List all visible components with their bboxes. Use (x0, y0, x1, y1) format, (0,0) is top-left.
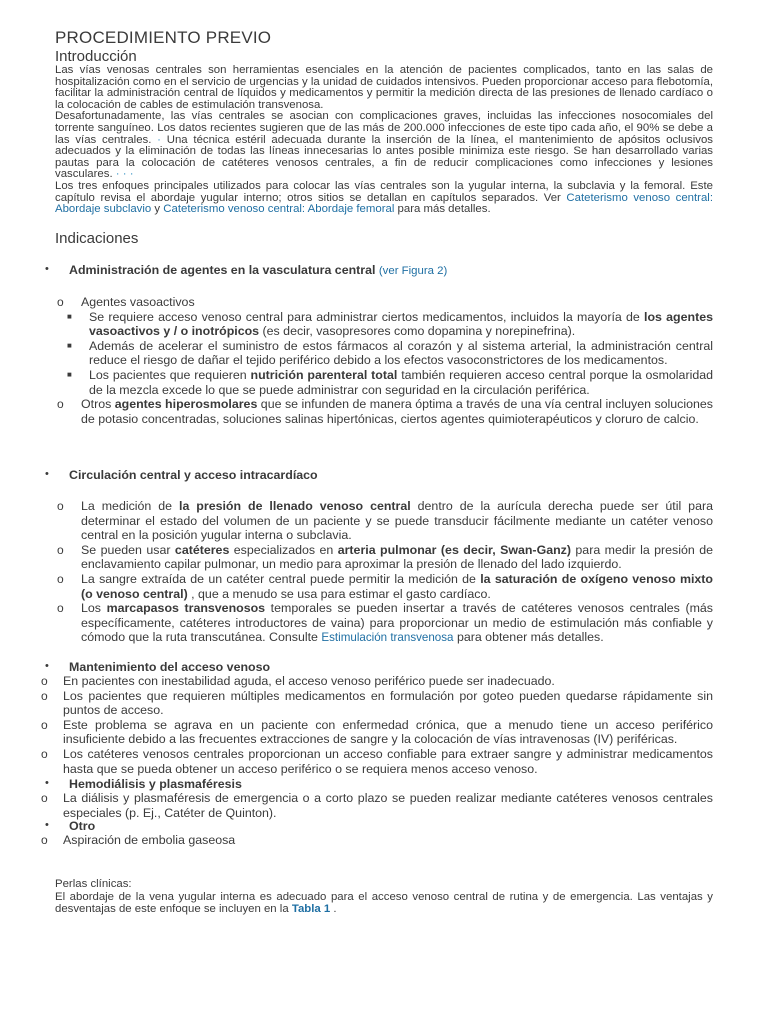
intro-p3-text: Los tres enfoques principales utilizados para colocar las vías centrales son la yugular interna, la subclavia y la femoral. Este capítulo revisa el abordaje yugular interno; otros sitios se detallan en capítulos separados. Ver (55, 179, 713, 204)
list-item-text: también requieren acceso central porque la osmolaridad de la mezcla excede lo que se puede administrar con seguridad en la circulación periférica. (89, 367, 713, 397)
list-item-text: especializados en (229, 542, 338, 557)
circle-bullet: o (57, 601, 64, 616)
list-item (57, 295, 713, 310)
link-table-1[interactable]: Tabla 1 (291, 903, 331, 916)
list-item-text: Los pacientes que requieren múltiples medicamentos en formulación por goteo pueden quedarse rápidamente sin puntos de acceso. (63, 688, 713, 718)
reference-marker[interactable]: · (151, 133, 167, 146)
venous-access-section (41, 674, 713, 776)
list-item-bold: nutrición parenteral total (250, 367, 398, 382)
link-transvenous-pacing[interactable]: Estimulación transvenosa (321, 631, 454, 645)
other-section (41, 833, 713, 848)
square-bullet: ■ (67, 340, 72, 350)
circle-bullet: o (41, 791, 48, 805)
list-item-text: La diálisis y plasmaféresis de emergencia o a corto plazo se pueden realizar mediante catéteres venosos centrales especiales (p. Ej., Catéter de Quinton). (63, 791, 713, 820)
intro-body (55, 65, 713, 216)
bullet-dot: • (45, 263, 49, 275)
circle-bullet: o (57, 295, 64, 309)
list-item-bold: agentes hiperosmolares (114, 397, 258, 412)
list-item-text: Los (81, 601, 107, 616)
indication-bullet-central-circulation (45, 468, 318, 482)
reference-marker[interactable]: · · · (112, 168, 134, 181)
bullet-dot: • (45, 468, 49, 480)
bullet-dot: • (45, 660, 49, 672)
list-item-text: , que a menudo se usa para estimar el gasto cardíaco. (187, 586, 491, 601)
list-item-text: Se requiere acceso venoso central para administrar ciertos medicamentos, incluidos la mayoría de (89, 309, 645, 324)
intro-paragraph-1: Las vías venosas centrales son herramientas esenciales en la atención de pacientes complicados, tanto en las salas de hospitalización como en el servicio de urgencias y la unidad de cuidados intensivos. Pueden proporcionar acceso para flebotomía, facilitar la administración central de líquidos y medicamentos y permitir la medición directa de las presiones de llenado cardíaco o la colocación de cables de estimulación transvenosa. (55, 64, 713, 111)
square-bullet: ■ (67, 311, 72, 321)
pearls-text (55, 891, 713, 916)
list-item-text: temporales se pueden insertar a través de catéteres venosos centrales (más específicamente, catéteres introductores de vaina) para proporcionar un medio de estimulación más confiable y cómodo que la ruta transcutánea. Consulte (81, 601, 713, 645)
list-item-text: para medir la presión de enclavamiento capilar pulmonar, un medio para aproximar la presión de llenado del lado izquierdo. (81, 542, 714, 572)
bullet-label: Otro (69, 819, 96, 833)
list-item-bold: la saturación de oxígeno venoso mixto (o venoso central) (81, 571, 714, 601)
list-item (41, 791, 713, 820)
list-item (41, 746, 713, 776)
intro-p2-text: Desafortunadamente, las vías centrales se asocian con complicaciones graves, incluidas las infecciones nosocomiales del torrente sanguíneo. Los datos recientes sugieren que de las más de 200.000 infecciones de este tipo cada año, el 90% se debe a las vías centrales. (55, 110, 713, 146)
list-item (41, 833, 713, 848)
indication-bullet-central-agents (45, 263, 448, 277)
link-femoral-approach[interactable]: Cateterismo venoso central: Abordaje femoral (163, 203, 395, 216)
sublist (67, 309, 713, 398)
list-item (67, 338, 713, 368)
list-item (57, 571, 714, 601)
link-subclavian-approach[interactable]: Cateterismo venoso central: Abordaje subclavio (55, 191, 713, 216)
list-item-text: Se pueden usar (81, 542, 175, 557)
intro-p3-text: y (151, 203, 164, 216)
bullet-label: Circulación central y acceso intracardíaco (69, 468, 318, 482)
intro-p2b-text: Una técnica estéril adecuada durante la inserción de la línea, el mantenimiento de apósitos oclusivos adecuados y la eliminación de todas las líneas innecesarias lo antes posible minimiza este riesgo. Se han desarrollado varias pautas para la colocación de catéteres venosos centrales, a fin de reducir complicaciones como infecciones y lesiones vasculares. (55, 133, 713, 181)
list-item (67, 367, 713, 397)
bullet-dot: • (45, 819, 49, 831)
list-item-text: La medición de (81, 499, 180, 513)
list-item-bold: la presión de llenado venoso central (179, 499, 411, 513)
list-item-text: Este problema se agrava en un paciente con enfermedad crónica, que a menudo tiene un acceso periférico insuficiente debido a las frecuentes extracciones de sangre y la colocación de vías intravenosas (IV) periféricas. (63, 717, 713, 747)
list-item-text: dentro de la aurícula derecha puede ser útil para determinar el estado del volumen de un paciente y se puede transducir fácilmente mediante un catéter venoso central en la posición yugular interna o subclavia. (81, 499, 713, 543)
list-item (67, 309, 713, 339)
list-item-text: En pacientes con inestabilidad aguda, el acceso venoso periférico puede ser inadecuado. (63, 674, 555, 688)
circle-bullet: o (57, 542, 64, 557)
list-item (57, 397, 713, 426)
list-item-text: para obtener más detalles. (453, 630, 604, 645)
pearls-text-body: El abordaje de la vena yugular interna es adecuado para el acceso venoso central de rutina y de emergencia. Las ventajas y desventajas de este enfoque se incluyen en la (55, 890, 713, 916)
list-item-text: Los catéteres venosos centrales proporcionan un acceso confiable para extraer sangre y administrar medicamentos hasta que se pueda obtener un acceso periférico o se requiera menos acceso venoso. (63, 746, 713, 776)
clinical-pearls (55, 878, 713, 916)
circle-bullet: o (41, 688, 48, 703)
list-item-text: La sangre extraída de un catéter central puede permitir la medición de (81, 571, 481, 586)
bullet-label: Administración de agentes en la vasculatura central (69, 263, 376, 277)
circle-bullet: o (41, 717, 48, 732)
indication-bullet-other (45, 819, 96, 833)
intro-p3-text: para más detalles. (394, 203, 491, 216)
circle-bullet: o (57, 397, 64, 412)
link-figure-2[interactable]: (ver Figura 2) (378, 265, 448, 277)
list-item-bold: los agentes vasoactivos y / o inotrópicos (89, 309, 713, 339)
indication-bullet-venous-access (45, 660, 271, 674)
circle-bullet: o (41, 674, 48, 688)
list-item-bold: catéteres (174, 542, 230, 557)
intro-paragraph-3 (55, 181, 713, 216)
vasoactive-section (57, 295, 713, 426)
list-item (41, 674, 713, 689)
circle-bullet: o (41, 833, 48, 847)
bullet-dot: • (45, 777, 49, 789)
list-item (57, 601, 713, 646)
bullet-label: Hemodiálisis y plasmaféresis (69, 777, 242, 791)
pearls-text-end: . (330, 903, 337, 916)
circle-bullet: o (57, 571, 64, 586)
page-title: PROCEDIMIENTO PREVIO (55, 28, 272, 47)
list-item-text: que se infunden de manera óptima a través de una vía central incluyen soluciones de potasio concentradas, soluciones salinas hipertónicas, ciertos agentes quimioterapéuticos y cloruro de calcio. (81, 397, 713, 426)
list-item-text: Otros (81, 397, 115, 412)
list-item (41, 717, 713, 747)
circle-bullet: o (57, 499, 64, 513)
list-item (41, 688, 713, 718)
intro-paragraph-2 (55, 111, 713, 181)
hemodialysis-section (41, 791, 713, 820)
list-item-text: Agentes vasoactivos (81, 295, 195, 309)
list-item-text: Aspiración de embolia gaseosa (63, 833, 236, 847)
pearls-heading: Perlas clínicas: (55, 878, 132, 890)
bullet-label: Mantenimiento del acceso venoso (69, 660, 271, 674)
square-bullet: ■ (67, 369, 72, 379)
circulation-section (57, 499, 714, 646)
intro-heading: Introducción (55, 48, 137, 65)
list-item-text: Además de acelerar el suministro de estos fármacos al corazón y al sistema arterial, la administración central reduce el riesgo de dañar el tejido periférico debido a los efectos vasoconstrictores de los medicamentos. (89, 338, 713, 368)
indication-bullet-hemodialysis (45, 777, 242, 791)
list-item-text: (es decir, vasopresores como dopamina y norepinefrina). (259, 324, 576, 339)
list-item-bold: arteria pulmonar (es decir, Swan-Ganz) (337, 542, 571, 557)
list-item (57, 542, 714, 572)
list-item (57, 499, 713, 543)
circle-bullet: o (41, 746, 48, 761)
list-item-bold: marcapasos transvenosos (106, 601, 266, 616)
indications-heading: Indicaciones (55, 230, 139, 247)
list-item-text: Los pacientes que requieren (89, 367, 251, 382)
